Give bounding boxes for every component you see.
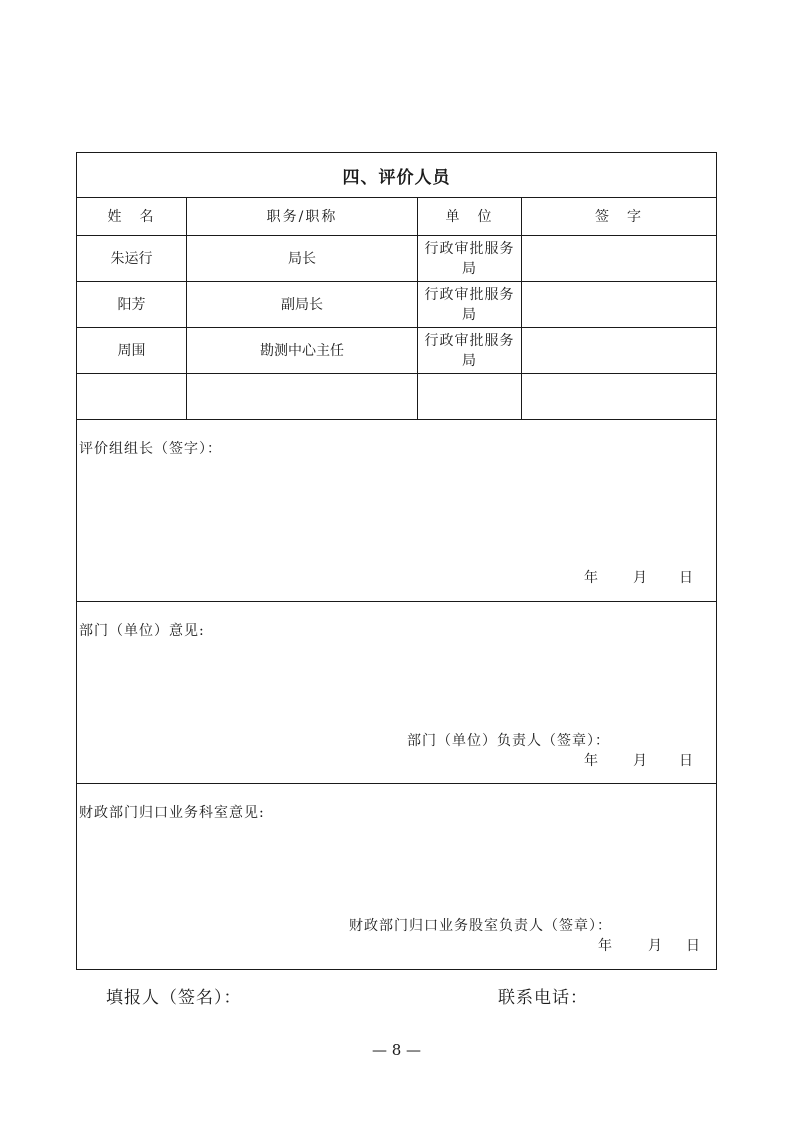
finance-signer: 财政部门归口业务股室负责人（签章）： [349,918,612,934]
header-position: 职务/职称 [187,198,418,235]
leader-year: 年 [584,570,598,586]
cell-signature[interactable] [522,282,716,327]
table-row [77,236,716,282]
dept-day: 日 [679,753,693,769]
cell-position: 勘测中心主任 [187,328,418,373]
cell-unit[interactable] [418,374,522,419]
header-unit: 单 位 [418,198,522,235]
finance-day: 日 [686,938,700,954]
evaluation-form [76,152,717,970]
dept-signer: 部门（单位）负责人（签章）： [407,733,610,749]
cell-name: 周围 [77,328,187,373]
cell-unit: 行政审批服务局 [418,282,522,327]
header-name: 姓 名 [77,198,187,235]
cell-position: 局长 [187,236,418,281]
finance-year: 年 [598,938,612,954]
dept-label: 部门（单位）意见: [79,623,205,639]
dept-opinion-section[interactable] [77,602,716,784]
finance-opinion-section[interactable] [77,784,716,969]
leader-label: 评价组组长（签字）： [79,441,222,457]
table-row [77,374,716,420]
page-number: — 8 — [371,1041,422,1059]
cell-name: 阳芳 [77,282,187,327]
contact-phone-label: 联系电话： [498,988,588,1008]
cell-signature[interactable] [522,236,716,281]
table-row [77,282,716,328]
cell-unit: 行政审批服务局 [418,236,522,281]
filler-signature-label: 填报人（签名）： [106,988,242,1008]
table-row [77,328,716,374]
cell-signature[interactable] [522,328,716,373]
cell-signature[interactable] [522,374,716,419]
finance-month: 月 [648,938,662,954]
dept-month: 月 [633,753,647,769]
header-signature: 签 字 [595,208,643,225]
leader-month: 月 [633,570,647,586]
cell-position: 副局长 [187,282,418,327]
cell-name: 朱运行 [77,236,187,281]
leader-signature-section[interactable] [77,420,716,602]
cell-unit: 行政审批服务局 [418,328,522,373]
dept-year: 年 [584,753,598,769]
cell-name[interactable] [77,374,187,419]
finance-label: 财政部门归口业务科室意见: [79,805,265,821]
leader-day: 日 [679,570,693,586]
section-title: 四、评价人员 [77,153,716,198]
cell-position[interactable] [187,374,418,419]
table-header-row [77,198,716,236]
